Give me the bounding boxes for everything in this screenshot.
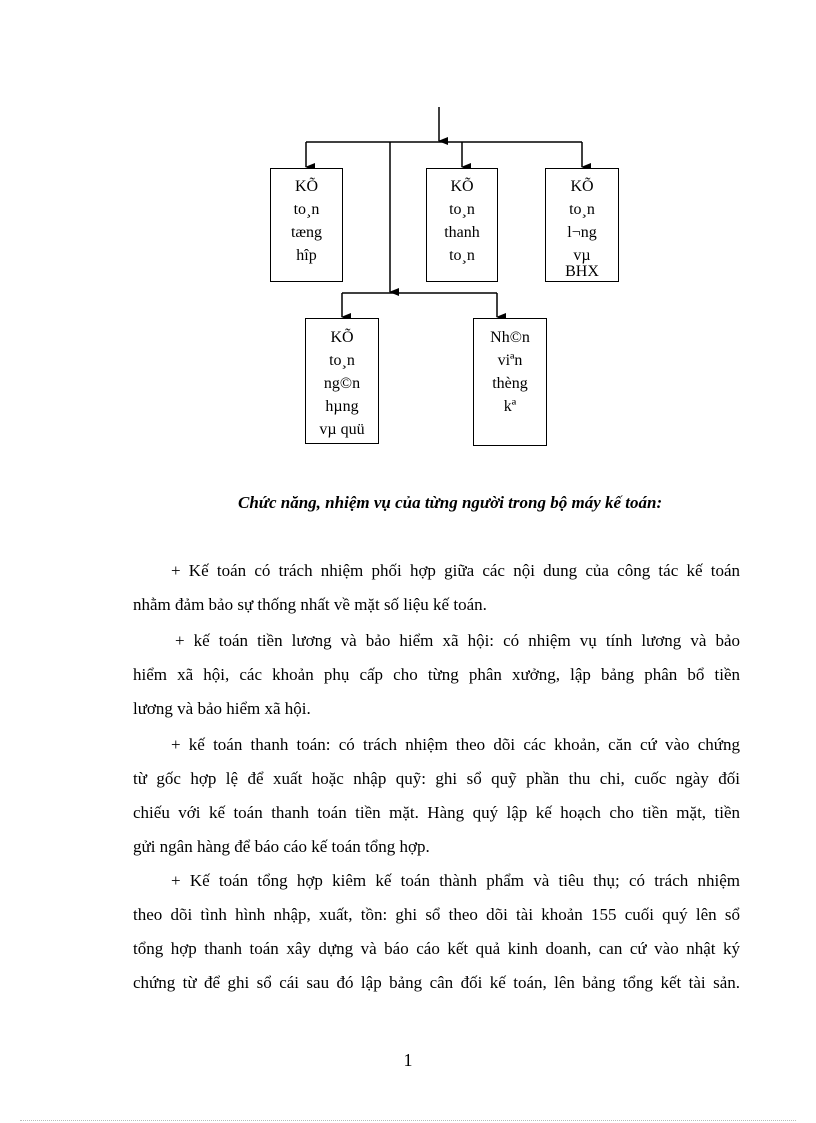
box-line: thèng: [492, 375, 528, 392]
box-line: to¸n: [293, 201, 320, 218]
paragraph-line: tổng hợp thanh toán xây dựng và báo cáo kết quả kinh doanh, can cứ vào nhật ký: [133, 939, 740, 958]
box-line: thanh: [444, 224, 480, 241]
paragraph-line: + kế toán tiền lương và bảo hiểm xã hội: có nhiệm vụ tính lương và bảo: [175, 631, 740, 650]
paragraph-line: chứng từ để ghi sổ cái sau đó lập bảng cân đối kế toán, lên bảng tổng kết tài sản.: [133, 973, 740, 992]
box-line: to¸n: [449, 247, 475, 264]
paragraph-line: theo dõi tình hình nhập, xuất, tồn: ghi sổ theo dõi tài khoản 155 cuối quý lên sổ: [133, 905, 740, 924]
box-line: tæng: [290, 224, 323, 241]
box-ke-toan-ngan-hang: [305, 318, 379, 444]
diagram-connectors: [0, 0, 816, 460]
box-ke-toan-thanh-toan: [426, 168, 498, 282]
box-line: ng©n: [323, 375, 361, 392]
page-bottom-divider: [20, 1120, 796, 1121]
org-diagram: [0, 0, 816, 460]
box-line: Nh©n: [490, 329, 530, 346]
paragraph-line: + Kế toán tổng hợp kiêm kế toán thành phẩm và tiêu thụ; có trách nhiệm: [171, 871, 740, 890]
paragraph-line: chiếu với kế toán thanh toán tiền mặt. Hàng quý lập kế hoạch cho tiền mặt, tiền: [133, 803, 740, 822]
paragraph: [133, 864, 740, 1000]
box-ke-toan-tong-hop: [270, 168, 343, 282]
box-line: BHX: [565, 263, 599, 280]
box-line: vµ quü: [319, 421, 365, 438]
page-number: 1: [403, 1050, 413, 1070]
box-line: to¸n: [329, 352, 355, 369]
box-line: to¸n: [569, 201, 595, 218]
paragraph-line: lương và bảo hiểm xã hội.: [133, 699, 311, 718]
box-line: to¸n: [449, 201, 475, 218]
box-ke-toan-luong-bhxh: [545, 168, 619, 282]
paragraph: [133, 728, 740, 864]
box-line: l¬ng: [567, 224, 597, 241]
box-line: vµ: [573, 247, 591, 264]
box-line: hµng: [325, 398, 359, 415]
box-line: KÕ: [330, 329, 354, 346]
box-line: hîp: [296, 247, 317, 264]
box-nhan-vien-thong-ke: [473, 318, 547, 446]
box-line: KÕ: [294, 178, 319, 195]
box-line: KÕ: [570, 178, 594, 195]
paragraph-line: nhằm đảm bảo sự thống nhất về mặt số liệu kế toán.: [133, 595, 487, 614]
paragraph-line: gửi ngân hàng để báo cáo kế toán tổng hợp.: [133, 837, 430, 856]
section-heading: Chức năng, nhiệm vụ của từng người trong bộ máy kế toán:: [238, 493, 663, 512]
paragraph-line: hiểm xã hội, các khoản phụ cấp cho từng phân xưởng, lập bảng phân bổ tiền: [133, 665, 740, 684]
box-line: viªn: [497, 352, 523, 369]
box-line: kª: [503, 398, 517, 415]
paragraph-line: từ gốc hợp lệ để xuất hoặc nhập quỹ: ghi sổ quỹ phần thu chi, cuốc ngày đối: [133, 769, 740, 788]
paragraph: [133, 554, 740, 622]
paragraph-line: + Kế toán có trách nhiệm phối hợp giữa các nội dung của công tác kế toán: [171, 561, 740, 580]
paragraph-line: + kế toán thanh toán: có trách nhiệm theo dõi các khoản, căn cứ vào chứng: [171, 735, 740, 754]
box-line: KÕ: [450, 178, 474, 195]
paragraph: [133, 624, 740, 726]
